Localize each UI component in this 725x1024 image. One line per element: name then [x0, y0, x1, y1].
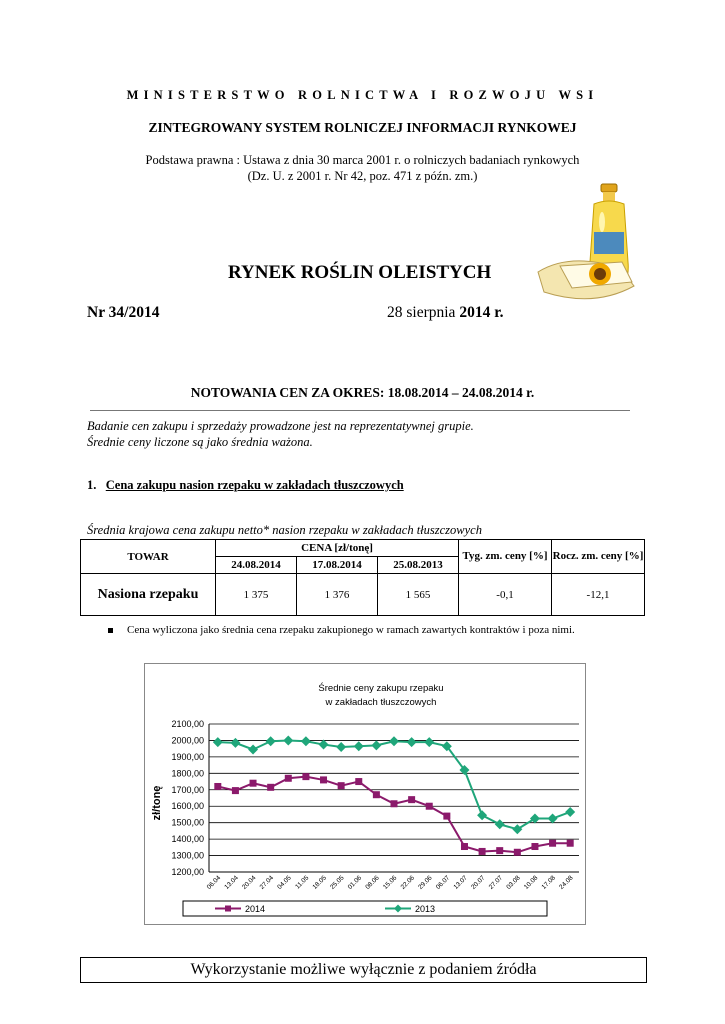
data-point-2014	[232, 787, 239, 794]
row-price-3: 1 565	[378, 574, 459, 616]
y-tick-label: 1200,00	[171, 867, 204, 877]
row-yearly: -12,1	[552, 574, 645, 616]
y-tick-label: 2100,00	[171, 719, 204, 729]
legal-line-2: (Dz. U. z 2001 r. Nr 42, poz. 471 z późn. zm.)	[247, 169, 478, 183]
row-name: Nasiona rzepaku	[81, 574, 216, 616]
data-point-2013	[424, 737, 434, 747]
y-tick-label: 1700,00	[171, 784, 204, 795]
x-tick-label: 10.08	[522, 874, 540, 891]
legend-label-2014: 2014	[245, 904, 266, 914]
data-point-2014	[426, 803, 433, 810]
col-towar: TOWAR	[81, 540, 216, 574]
legal-basis	[0, 152, 725, 184]
divider	[90, 410, 630, 411]
data-point-2014	[355, 778, 362, 785]
bullet-icon	[108, 628, 113, 633]
data-point-2014	[302, 773, 309, 780]
x-tick-label: 08.06	[364, 874, 381, 891]
system-name: ZINTEGROWANY SYSTEM ROLNICZEJ INFORMACJI RYNKOWEJ	[148, 120, 577, 135]
data-point-2014	[531, 843, 538, 850]
data-point-2014	[549, 840, 556, 847]
section-number: 1.	[87, 478, 97, 492]
note-line-2: Średnie ceny liczone są jako średnia ważona.	[87, 435, 313, 449]
col-date-3: 25.08.2013	[378, 557, 459, 574]
report-title: RYNEK ROŚLIN OLEISTYCH	[228, 262, 492, 283]
x-tick-label: 03.08	[505, 874, 522, 891]
date-year: 2014 r.	[459, 304, 504, 321]
data-point-2013	[283, 735, 293, 745]
col-weekly: Tyg. zm. ceny [%]	[459, 540, 552, 574]
col-cena: CENA [zł/tonę]	[216, 540, 459, 557]
data-point-2014	[320, 776, 327, 783]
data-point-2014	[514, 849, 521, 856]
x-tick-label: 01.06	[346, 874, 364, 891]
data-point-2014	[391, 800, 398, 807]
data-point-2013	[565, 807, 575, 817]
y-tick-label: 1400,00	[171, 834, 204, 845]
data-point-2014	[250, 780, 257, 787]
data-point-2014	[461, 843, 468, 850]
chart-series	[213, 735, 575, 855]
data-point-2014	[408, 796, 415, 803]
x-tick-label: 20.07	[470, 874, 487, 891]
data-point-2013	[548, 814, 558, 824]
section-title: Cena zakupu nasion rzepaku w zakładach tłuszczowych	[105, 478, 404, 492]
x-tick-label: 24.08	[558, 874, 575, 891]
x-tick-label: 06.07	[434, 874, 452, 891]
data-point-2014	[214, 783, 221, 790]
section-heading	[87, 478, 404, 493]
row-price-1: 1 375	[216, 574, 297, 616]
price-table	[80, 539, 645, 616]
y-tick-label: 1800,00	[171, 768, 204, 779]
y-tick-label: 1600,00	[171, 801, 204, 812]
date-prefix: 28 sierpnia	[387, 304, 456, 321]
y-tick-label: 1500,00	[171, 817, 204, 828]
chart-legend	[183, 901, 547, 916]
note-line-1: Badanie cen zakupu i sprzedaży prowadzone jest na reprezentatywnej grupie.	[87, 419, 474, 433]
x-tick-label: 04.05	[276, 874, 293, 891]
y-tick-label: 2000,00	[171, 735, 204, 746]
data-point-2013	[248, 744, 258, 754]
table-row	[81, 574, 645, 616]
x-tick-label: 17.08	[540, 874, 557, 891]
x-tick-label: 20.04	[240, 874, 258, 891]
x-tick-label: 06.04	[205, 874, 223, 891]
data-point-2014	[338, 782, 345, 789]
col-date-2: 17.08.2014	[297, 557, 378, 574]
data-point-2014	[496, 847, 503, 854]
data-point-2013	[495, 819, 505, 829]
x-tick-label: 11.05	[294, 874, 311, 891]
footnote	[108, 624, 575, 636]
col-yearly: Rocz. zm. ceny [%]	[552, 540, 645, 574]
x-tick-label: 15.06	[381, 874, 399, 891]
data-point-2013	[512, 824, 522, 834]
chart-title-line-2: w zakładach tłuszczowych	[325, 697, 437, 708]
col-date-1: 24.08.2014	[216, 557, 297, 574]
y-axis-label: zł/tonę	[151, 785, 163, 821]
data-point-2014	[267, 784, 274, 791]
x-tick-label: 29.06	[417, 874, 434, 891]
issue-date	[387, 304, 504, 322]
data-point-2013	[371, 740, 381, 750]
data-point-2013	[336, 742, 346, 752]
row-price-2: 1 376	[297, 574, 378, 616]
data-point-2014	[373, 791, 380, 798]
y-tick-label: 1900,00	[171, 751, 204, 762]
data-point-2014	[443, 813, 450, 820]
footer-notice: Wykorzystanie możliwe wyłącznie z podaniem źródła	[80, 957, 647, 983]
data-point-2014	[285, 775, 292, 782]
legend-label-2013: 2013	[415, 904, 436, 914]
period-heading: NOTOWANIA CEN ZA OKRES: 18.08.2014 – 24.08.2014 r.	[190, 385, 535, 400]
method-note	[87, 418, 474, 450]
x-tick-label: 13.07	[452, 874, 469, 891]
data-point-2013	[530, 814, 540, 824]
x-tick-label: 13.04	[223, 874, 240, 891]
data-point-2013	[230, 738, 240, 748]
data-point-2013	[319, 740, 329, 750]
chart-title-line-1: Średnie ceny zakupu rzepaku	[318, 683, 444, 694]
ministry-name: MINISTERSTWO ROLNICTWA I ROZWOJU WSI	[126, 88, 599, 102]
legend-marker-2014	[225, 906, 231, 912]
x-tick-label: 22.06	[399, 874, 417, 891]
y-tick-labels	[171, 719, 204, 877]
data-point-2013	[389, 736, 399, 746]
x-tick-label: 27.04	[258, 874, 276, 891]
y-tick-label: 1300,00	[171, 850, 204, 861]
legal-line-1: Podstawa prawna : Ustawa z dnia 30 marca 2001 r. o rolniczych badaniach rynkowych	[145, 153, 580, 167]
x-tick-label: 25.05	[329, 874, 346, 891]
footnote-text: Cena wyliczona jako średnia cena rzepaku zakupionego w ramach zawartych kontraktów i poza nimi.	[127, 624, 575, 636]
x-tick-label: 27.07	[487, 874, 505, 891]
data-point-2013	[477, 810, 487, 820]
data-point-2013	[213, 737, 223, 747]
data-point-2013	[266, 736, 276, 746]
data-point-2013	[354, 741, 364, 751]
x-tick-label: 18.05	[311, 874, 328, 891]
x-tick-labels	[206, 874, 575, 891]
price-chart	[144, 663, 586, 925]
chart-svg	[145, 664, 585, 924]
data-point-2013	[407, 737, 417, 747]
data-point-2013	[301, 736, 311, 746]
table-caption: Średnia krajowa cena zakupu netto* nasion rzepaku w zakładach tłuszczowych	[87, 523, 482, 537]
data-point-2014	[479, 848, 486, 855]
oil-bottle-illustration	[530, 182, 650, 312]
issue-number: Nr 34/2014	[87, 304, 160, 321]
row-weekly: -0,1	[459, 574, 552, 616]
data-point-2014	[567, 840, 574, 847]
